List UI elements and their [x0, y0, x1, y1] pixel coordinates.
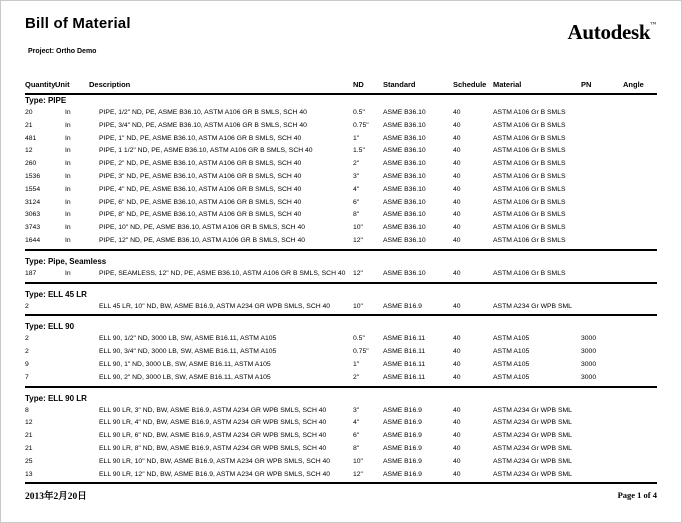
cell-description: ELL 90, 3/4" ND, 3000 LB, SW, ASME B16.11, ASTM A105 — [99, 348, 277, 356]
cell-material: ASTM A106 Gr B SMLS — [493, 211, 566, 219]
cell-nd: 2" — [353, 160, 360, 168]
cell-schedule: 40 — [453, 348, 461, 356]
cell-quantity: 7 — [25, 373, 29, 381]
table-row — [25, 333, 657, 346]
cell-material: ASTM A106 Gr B SMLS — [493, 185, 566, 193]
table-row — [25, 133, 657, 146]
table-row — [25, 145, 657, 158]
cell-standard: ASME B16.9 — [383, 457, 422, 465]
cell-quantity: 2 — [25, 302, 29, 310]
cell-material: ASTM A106 Gr B SMLS — [493, 109, 566, 116]
table-row — [25, 120, 657, 133]
cell-pn: 3000 — [581, 348, 597, 356]
column-header-standard: Standard — [383, 80, 416, 89]
cell-standard: ASME B36.10 — [383, 236, 426, 244]
column-header-schedule: Schedule — [453, 80, 487, 89]
cell-schedule: 40 — [453, 211, 461, 219]
cell-material: ASTM A234 Gr WPB SML — [493, 470, 572, 478]
table-row — [25, 346, 657, 359]
cell-material: ASTM A106 Gr B SMLS — [493, 198, 566, 206]
cell-material: ASTM A234 Gr WPB SML — [493, 302, 572, 310]
cell-description: PIPE, 2" ND, PE, ASME B36.10, ASTM A106 GR B SMLS, SCH 40 — [99, 160, 302, 168]
cell-unit: In — [65, 236, 71, 244]
cell-standard: ASME B16.11 — [383, 373, 426, 381]
cell-unit: In — [65, 134, 71, 142]
cell-standard: ASME B36.10 — [383, 185, 426, 193]
cell-standard: ASME B16.9 — [383, 302, 422, 310]
cell-quantity: 1644 — [25, 236, 41, 244]
table-row — [25, 235, 657, 248]
autodesk-logo — [568, 20, 657, 45]
page-title: Bill of Material — [25, 15, 131, 32]
cell-schedule: 40 — [453, 444, 461, 452]
cell-standard: ASME B36.10 — [383, 198, 426, 206]
cell-quantity: 1554 — [25, 185, 41, 193]
cell-unit: In — [65, 198, 71, 206]
cell-schedule: 40 — [453, 470, 461, 478]
cell-material: ASTM A106 Gr B SMLS — [493, 147, 566, 155]
cell-nd: 12" — [353, 236, 363, 244]
cell-quantity: 21 — [25, 432, 33, 440]
cell-standard: ASME B16.9 — [383, 470, 422, 478]
cell-description: PIPE, 4" ND, PE, ASME B36.10, ASTM A106 GR B SMLS, SCH 40 — [99, 185, 302, 193]
cell-quantity: 3063 — [25, 211, 41, 219]
column-header-description: Description — [89, 80, 131, 89]
cell-unit: In — [65, 160, 71, 168]
cell-schedule: 40 — [453, 172, 461, 180]
cell-description: ELL 90 LR, 12" ND, BW, ASME B16.9, ASTM A234 GR WPB SMLS, SCH 40 — [99, 470, 331, 478]
cell-description: ELL 90 LR, 3" ND, BW, ASME B16.9, ASTM A234 GR WPB SMLS, SCH 40 — [99, 406, 327, 414]
group-type-label: Type: ELL 45 LR — [25, 289, 87, 299]
cell-standard: ASME B36.10 — [383, 172, 426, 180]
cell-quantity: 25 — [25, 457, 33, 465]
cell-nd: 1.5" — [353, 147, 365, 155]
cell-material: ASTM A234 Gr WPB SML — [493, 406, 572, 414]
trademark-icon: ™ — [650, 22, 656, 28]
footer-page-number: Page 1 of 4 — [617, 490, 657, 500]
cell-material: ASTM A106 Gr B SMLS — [493, 160, 566, 168]
table-row — [25, 268, 657, 281]
cell-schedule: 40 — [453, 224, 461, 232]
group-separator-line — [25, 249, 657, 251]
cell-unit: In — [65, 172, 71, 180]
column-header-quantity: Quantity — [25, 80, 56, 89]
table-row — [25, 456, 657, 469]
cell-quantity: 13 — [25, 470, 33, 478]
cell-nd: 10" — [353, 224, 363, 232]
table-row — [25, 209, 657, 222]
cell-description: ELL 90, 1/2" ND, 3000 LB, SW, ASME B16.11, ASTM A105 — [99, 335, 277, 343]
cell-material: ASTM A234 Gr WPB SML — [493, 432, 572, 440]
cell-schedule: 40 — [453, 406, 461, 414]
cell-schedule: 40 — [453, 269, 461, 277]
cell-standard: ASME B36.10 — [383, 160, 426, 168]
cell-quantity: 3124 — [25, 198, 41, 206]
cell-description: PIPE, 3" ND, PE, ASME B36.10, ASTM A106 GR B SMLS, SCH 40 — [99, 172, 302, 180]
group-separator-line — [25, 314, 657, 316]
cell-unit: In — [65, 147, 71, 155]
cell-standard: ASME B36.10 — [383, 211, 426, 219]
cell-unit: In — [65, 211, 71, 219]
cell-schedule: 40 — [453, 335, 461, 343]
cell-material: ASTM A106 Gr B SMLS — [493, 269, 566, 277]
cell-description: ELL 90 LR, 10" ND, BW, ASME B16.9, ASTM A234 GR WPB SMLS, SCH 40 — [99, 457, 331, 465]
cell-schedule: 40 — [453, 147, 461, 155]
cell-schedule: 40 — [453, 109, 461, 116]
cell-standard: ASME B36.10 — [383, 269, 426, 277]
table-row — [25, 417, 657, 430]
cell-quantity: 21 — [25, 121, 33, 129]
column-header-material: Material — [493, 80, 522, 89]
bom-table-body — [1, 95, 681, 484]
group-type-label: Type: Pipe, Seamless — [25, 256, 107, 266]
group-separator-line — [25, 386, 657, 388]
cell-schedule: 40 — [453, 457, 461, 465]
cell-material: ASTM A105 — [493, 373, 530, 381]
group-separator-line — [25, 282, 657, 284]
column-header-unit: Unit — [55, 80, 70, 89]
cell-quantity: 8 — [25, 406, 29, 414]
cell-schedule: 40 — [453, 419, 461, 427]
cell-material: ASTM A105 — [493, 348, 530, 356]
footer-date: 2013年2月20日 — [25, 492, 87, 502]
cell-quantity: 20 — [25, 109, 33, 116]
cell-schedule: 40 — [453, 236, 461, 244]
table-row — [25, 405, 657, 418]
cell-quantity: 9 — [25, 360, 29, 368]
cell-description: PIPE, 10" ND, PE, ASME B36.10, ASTM A106 GR B SMLS, SCH 40 — [99, 224, 306, 232]
cell-unit: In — [65, 269, 71, 277]
cell-description: ELL 90 LR, 8" ND, BW, ASME B16.9, ASTM A234 GR WPB SMLS, SCH 40 — [99, 444, 327, 452]
column-header-pn: PN — [581, 80, 592, 89]
cell-material: ASTM A106 Gr B SMLS — [493, 236, 566, 244]
cell-pn: 3000 — [581, 360, 597, 368]
cell-description: ELL 90 LR, 4" ND, BW, ASME B16.9, ASTM A234 GR WPB SMLS, SCH 40 — [99, 419, 327, 427]
cell-schedule: 40 — [453, 373, 461, 381]
cell-schedule: 40 — [453, 134, 461, 142]
cell-schedule: 40 — [453, 302, 461, 310]
cell-schedule: 40 — [453, 185, 461, 193]
cell-material: ASTM A106 Gr B SMLS — [493, 172, 566, 180]
table-header-row — [25, 80, 657, 95]
cell-quantity: 12 — [25, 147, 33, 155]
autodesk-logo-text: Autodesk — [567, 20, 651, 44]
column-header-nd: ND — [353, 80, 364, 89]
cell-unit: In — [65, 121, 71, 129]
cell-standard: ASME B36.10 — [383, 224, 426, 232]
cell-description: ELL 90 LR, 6" ND, BW, ASME B16.9, ASTM A234 GR WPB SMLS, SCH 40 — [99, 432, 327, 440]
cell-standard: ASME B36.10 — [383, 109, 426, 116]
cell-description: ELL 90, 2" ND, 3000 LB, SW, ASME B16.11, ASTM A105 — [99, 373, 271, 381]
project-label: Project: Ortho Demo — [28, 48, 97, 55]
cell-quantity: 260 — [25, 160, 37, 168]
group-type-label: Type: ELL 90 LR — [25, 393, 87, 403]
cell-nd: 12" — [353, 470, 363, 478]
table-row — [25, 107, 657, 120]
cell-schedule: 40 — [453, 198, 461, 206]
cell-schedule: 40 — [453, 121, 461, 129]
cell-standard: ASME B16.11 — [383, 360, 426, 368]
cell-standard: ASME B16.9 — [383, 406, 422, 414]
cell-standard: ASME B16.9 — [383, 432, 422, 440]
table-row — [25, 301, 657, 314]
cell-description: PIPE, 1 1/2" ND, PE, ASME B36.10, ASTM A106 GR B SMLS, SCH 40 — [99, 147, 313, 155]
table-row — [25, 372, 657, 385]
cell-quantity: 187 — [25, 269, 37, 277]
cell-nd: 10" — [353, 457, 363, 465]
cell-material: ASTM A106 Gr B SMLS — [493, 134, 566, 142]
table-row — [25, 430, 657, 443]
cell-nd: 12" — [353, 269, 363, 277]
cell-nd: 8" — [353, 211, 360, 219]
cell-material: ASTM A106 Gr B SMLS — [493, 121, 566, 129]
group-separator-line — [25, 482, 657, 484]
cell-quantity: 21 — [25, 444, 33, 452]
cell-nd: 2" — [353, 373, 360, 381]
table-row — [25, 158, 657, 171]
cell-nd: 3" — [353, 406, 360, 414]
cell-nd: 0.5" — [353, 109, 365, 116]
cell-description: PIPE, 1" ND, PE, ASME B36.10, ASTM A106 GR B SMLS, SCH 40 — [99, 134, 302, 142]
cell-description: ELL 90, 1" ND, 3000 LB, SW, ASME B16.11, ASTM A105 — [99, 360, 271, 368]
cell-nd: 8" — [353, 444, 360, 452]
table-row — [25, 184, 657, 197]
cell-material: ASTM A234 Gr WPB SML — [493, 419, 572, 427]
cell-nd: 6" — [353, 198, 360, 206]
cell-quantity: 481 — [25, 134, 37, 142]
cell-quantity: 12 — [25, 419, 33, 427]
table-row — [25, 197, 657, 210]
cell-description: PIPE, 3/4" ND, PE, ASME B36.10, ASTM A106 GR B SMLS, SCH 40 — [99, 121, 307, 129]
cell-nd: 0.75" — [353, 121, 369, 129]
cell-unit: In — [65, 224, 71, 232]
cell-nd: 10" — [353, 302, 363, 310]
table-row — [25, 222, 657, 235]
cell-nd: 4" — [353, 185, 360, 193]
cell-description: PIPE, 6" ND, PE, ASME B36.10, ASTM A106 GR B SMLS, SCH 40 — [99, 198, 302, 206]
cell-nd: 0.75" — [353, 348, 369, 356]
cell-material: ASTM A105 — [493, 335, 530, 343]
cell-description: PIPE, SEAMLESS, 12" ND, PE, ASME B36.10, ASTM A106 GR B SMLS, SCH 40 — [99, 269, 346, 277]
cell-pn: 3000 — [581, 373, 597, 381]
cell-quantity: 2 — [25, 348, 29, 356]
cell-description: PIPE, 1/2" ND, PE, ASME B36.10, ASTM A106 GR B SMLS, SCH 40 — [99, 109, 307, 116]
group-type-label: Type: PIPE — [25, 96, 67, 105]
table-row — [25, 443, 657, 456]
cell-description: PIPE, 8" ND, PE, ASME B36.10, ASTM A106 GR B SMLS, SCH 40 — [99, 211, 302, 219]
cell-schedule: 40 — [453, 432, 461, 440]
cell-standard: ASME B16.11 — [383, 335, 426, 343]
cell-standard: ASME B36.10 — [383, 121, 426, 129]
cell-material: ASTM A234 Gr WPB SML — [493, 457, 572, 465]
cell-nd: 1" — [353, 360, 360, 368]
cell-standard: ASME B36.10 — [383, 134, 426, 142]
cell-standard: ASME B36.10 — [383, 147, 426, 155]
cell-standard: ASME B16.9 — [383, 419, 422, 427]
cell-nd: 4" — [353, 419, 360, 427]
column-header-angle: Angle — [623, 80, 644, 89]
cell-nd: 1" — [353, 134, 360, 142]
cell-unit: In — [65, 185, 71, 193]
cell-schedule: 40 — [453, 160, 461, 168]
cell-material: ASTM A234 Gr WPB SML — [493, 444, 572, 452]
cell-unit: In — [65, 109, 71, 116]
cell-quantity: 1536 — [25, 172, 41, 180]
cell-nd: 3" — [353, 172, 360, 180]
cell-standard: ASME B16.9 — [383, 444, 422, 452]
table-row — [25, 359, 657, 372]
cell-pn: 3000 — [581, 335, 597, 343]
table-row — [25, 171, 657, 184]
cell-schedule: 40 — [453, 360, 461, 368]
cell-nd: 0.5" — [353, 335, 365, 343]
bom-table — [1, 80, 681, 489]
cell-material: ASTM A105 — [493, 360, 530, 368]
cell-material: ASTM A106 Gr B SMLS — [493, 224, 566, 232]
cell-description: ELL 45 LR, 10" ND, BW, ASME B16.9, ASTM A234 GR WPB SMLS, SCH 40 — [99, 302, 331, 310]
cell-description: PIPE, 12" ND, PE, ASME B36.10, ASTM A106 GR B SMLS, SCH 40 — [99, 236, 306, 244]
cell-nd: 6" — [353, 432, 360, 440]
table-row — [25, 469, 657, 482]
cell-standard: ASME B16.11 — [383, 348, 426, 356]
cell-quantity: 2 — [25, 335, 29, 343]
group-type-label: Type: ELL 90 — [25, 322, 75, 332]
cell-quantity: 3743 — [25, 224, 41, 232]
